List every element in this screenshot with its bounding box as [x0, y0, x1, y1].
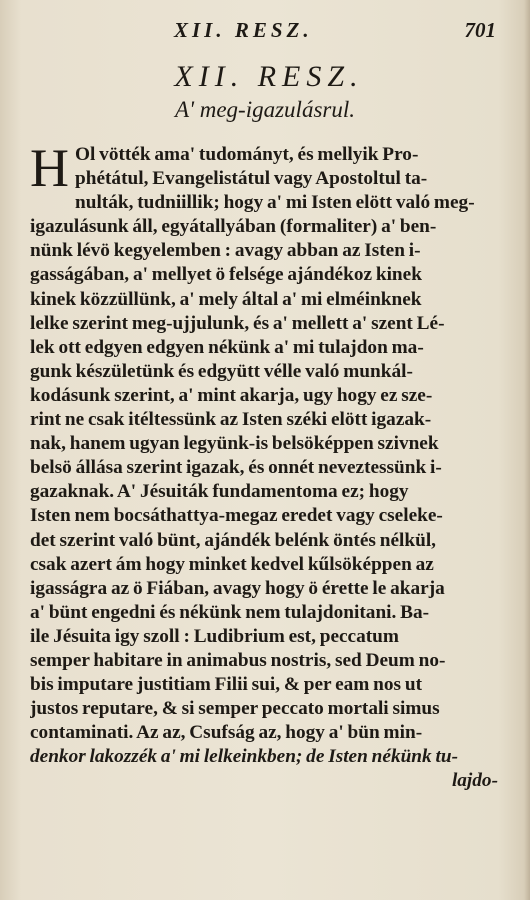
text-line: csak azert ám hogy minket kedvel kűlsöképpen az — [30, 553, 434, 575]
text-line: gasságában, a' mellyet ö felsége ajándékoz kinek — [30, 264, 422, 286]
text-line: belsö állása szerint igazak, és onnét neveztessünk i- — [30, 457, 442, 479]
text-line: nak, hanem ugyan legyünk-is belsöképpen szivnek — [30, 433, 439, 455]
text-line: nünk lévö kegyelemben : avagy abban az Isten i- — [30, 240, 421, 262]
text-line: gunk készületünk és edgyütt vélle való munkál- — [30, 360, 413, 382]
page-number: 701 — [464, 18, 496, 42]
text-line: rint ne csak itéltessünk az Isten széki elött igazak- — [30, 409, 432, 431]
text-line: ile Jésuita igy szoll : Ludibrium est, peccatum — [30, 625, 399, 647]
text-line: det szerint való bünt, ajándék belénk öntés nélkül, — [30, 529, 436, 551]
text-line: phétátul, Evangelistátul vagy Apostoltul ta- — [75, 168, 428, 190]
chapter-subtitle: A' meg-igazulásrul. — [175, 97, 355, 122]
drop-cap: H — [30, 138, 69, 198]
text-line: lek ott edgyen edgyen nékünk a' mi tulajdon ma- — [30, 336, 424, 358]
text-line: Ol vötték ama' tudományt, és mellyik Pro- — [75, 144, 419, 165]
text-line: Isten nem bocsáthattya-megaz eredet vagy cseleke- — [30, 505, 443, 527]
text-line: justos reputare, & si semper peccato mortali simus — [30, 698, 440, 720]
text-line: denkor lakozzék a' mi lelkeinkben; de Isten nékünk tu- — [30, 746, 458, 768]
text-line: contaminati. Az az, Csufság az, hogy a' bün min- — [30, 722, 423, 744]
text-line: lelke szerint meg-ujjulunk, és a' mellett a' szent Lé- — [30, 312, 445, 334]
text-line: igasságra az ö Fiában, avagy hogy ö érette le akarja — [30, 577, 445, 599]
chapter-title: XII. RESZ. — [174, 60, 364, 93]
text-line: gazaknak. A' Jésuiták fundamentoma ez; hogy — [30, 481, 409, 503]
text-line: nulták, tudniillik; hogy a' mi Isten elött való meg- — [75, 192, 475, 214]
text-line-last: lajdo- — [451, 770, 498, 792]
body-text — [30, 138, 498, 794]
text-line: kodásunk szerint, a' mint akarja, ugy hogy ez sze- — [30, 384, 433, 406]
text-line: bis imputare justitiam Filii sui, & per eam nos ut — [30, 674, 422, 696]
running-head — [0, 16, 530, 46]
text-line: igazulásunk áll, egyátallyában (formaliter) a' ben- — [30, 216, 437, 238]
text-line: a' bünt engedni és nékünk nem tulajdonitani. Ba- — [30, 601, 430, 623]
page-edge-shadow — [524, 0, 530, 900]
text-line: semper habitare in animabus nostris, sed Deum no- — [30, 649, 446, 671]
running-title: XII. RESZ. — [174, 18, 313, 42]
text-line: kinek közzüllünk, a' mely által a' mi elméinknek — [30, 288, 422, 310]
